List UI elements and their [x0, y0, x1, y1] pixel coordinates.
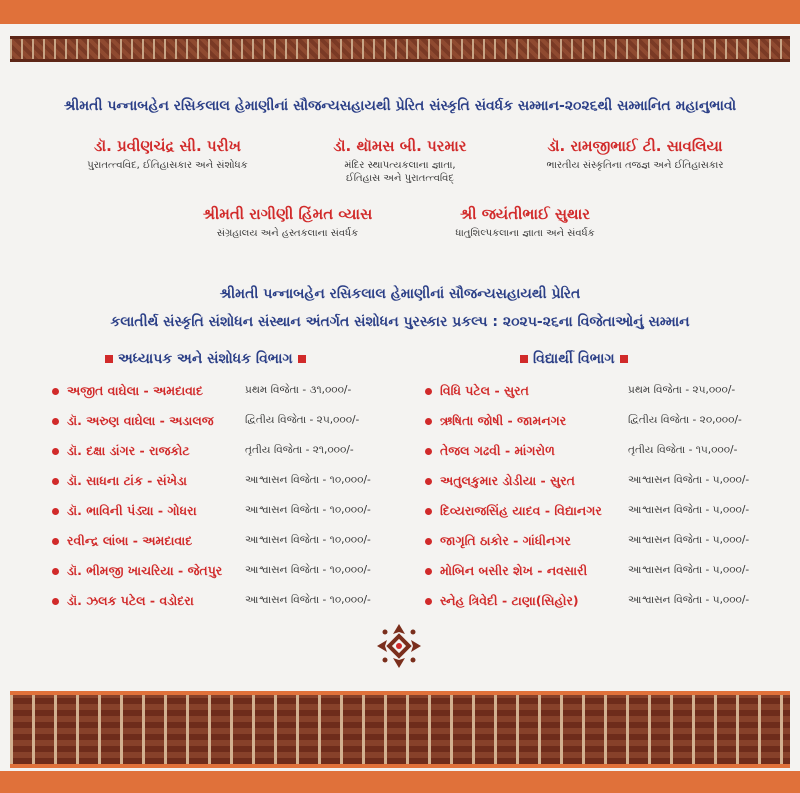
- honoree-name: ડૉ. રામજીભાઈ ટી. સાવલિયા: [547, 137, 723, 155]
- winner-name: સ્નેહ ત્રિવેદી - ટાણા(સિહોર): [440, 593, 579, 608]
- winner-name: ડૉ. દક્ષા ડાંગર - રાજકોટ: [67, 443, 190, 458]
- red-dot-icon: [52, 538, 59, 545]
- prize-label: પ્રથમ વિજેતા - ૨૫,૦૦૦/-: [628, 384, 736, 396]
- list-item: [425, 500, 602, 522]
- winner-name: ડૉ. ભાવિની પંડ્યા - ગોધરા: [67, 503, 197, 518]
- list-item: [52, 470, 187, 492]
- list-item: [52, 380, 203, 402]
- honorees-title: શ્રીમતી પન્નાબહેન રસિકલાલ હેમાણીનાં સૌજન્યસહાયથી પ્રેરિત સંસ્કૃતિ સંવર્ધક સમ્માન-૨૦૨૬થી સમ્માનિત મહાનુભાવો: [63, 98, 737, 114]
- honoree-desc: ભારતીય સંસ્કૃતિના તજજ્ઞ અને ઈતિહાસકાર: [546, 160, 724, 171]
- top-orange-band: [0, 0, 800, 24]
- honoree-desc-line2: ઈતિહાસ અને પુરાતત્ત્વવિદ્: [345, 173, 455, 184]
- red-dot-icon: [52, 568, 59, 575]
- prize-label: તૃતીય વિજેતા - ૨૧,૦૦૦/-: [245, 444, 354, 456]
- prize-label: આશ્વાસન વિજેતા - ૧૦,૦૦૦/-: [245, 564, 371, 576]
- red-square-icon: [105, 355, 113, 363]
- winner-name: મોબિન બસીર શેખ - નવસારી: [440, 563, 588, 578]
- award-title-line1: શ્રીમતી પન્નાબહેન રસિકલાલ હેમાણીનાં સૌજન્યસહાયથી પ્રેરિત: [219, 286, 581, 302]
- winner-name: રવીન્દ્ર લાંબા - અમદાવાદ: [67, 533, 193, 548]
- red-dot-icon: [52, 448, 59, 455]
- red-dot-icon: [52, 508, 59, 515]
- prize-label: આશ્વાસન વિજેતા - ૧૦,૦૦૦/-: [245, 474, 371, 486]
- winner-name: અજીત વાઘેલા - અમદાવાદ: [67, 383, 203, 398]
- winner-name: ડૉ. સાધના ટાંક - સંખેડા: [67, 473, 187, 488]
- red-square-icon: [620, 355, 628, 363]
- list-item: [52, 530, 192, 552]
- prize-label: દ્વિતીય વિજેતા - ૨૫,૦૦૦/-: [245, 414, 360, 426]
- section-heading-label: વિદ્યાર્થી વિભાગ: [533, 351, 615, 367]
- list-item: [425, 530, 571, 552]
- winner-name: ડૉ. અરુણ વાઘેલા - અડાલજ: [67, 413, 214, 428]
- winner-name: જાગૃતિ ઠાકોર - ગાંધીનગર: [440, 533, 571, 548]
- award-title-line2: કલાતીર્થ સંસ્કૃતિ સંશોધન સંસ્થાન અંતર્ગત સંશોધન પુરસ્કાર પ્રકલ્પ : ૨૦૨૫-૨૬ના વિજેતાઓનું સમ્માન: [110, 314, 690, 330]
- red-square-icon: [298, 355, 306, 363]
- floral-motif-icon: [375, 622, 423, 670]
- honoree-2: [295, 137, 505, 185]
- list-item: [52, 500, 197, 522]
- prize-label: આશ્વાસન વિજેતા - ૧૦,૦૦૦/-: [245, 534, 371, 546]
- winner-name: ઋષિતા જોષી - જામનગર: [440, 413, 567, 428]
- section-heading-label: અધ્યાપક અને સંશોધક વિભાગ: [118, 351, 293, 367]
- prize-label: આશ્વાસન વિજેતા - ૫,૦૦૦/-: [628, 474, 750, 486]
- honoree-1: [45, 137, 290, 172]
- honoree-desc: ધાતુશિલ્પકલાના જ્ઞાતા અને સંવર્ધક: [455, 228, 595, 239]
- honoree-name: ડૉ. પ્રવીણચંદ્ર સી. પરીખ: [93, 137, 242, 155]
- prize-label: પ્રથમ વિજેતા - ૩૧,૦૦૦/-: [245, 384, 352, 396]
- red-dot-icon: [52, 478, 59, 485]
- list-item: [425, 440, 555, 462]
- bottom-orange-band: [0, 771, 800, 793]
- list-item: [425, 560, 587, 582]
- list-item: [52, 440, 190, 462]
- prize-label: આશ્વાસન વિજેતા - ૫,૦૦૦/-: [628, 504, 750, 516]
- honoree-desc: પુરાતત્ત્વવિદ, ઈતિહાસકાર અને સંશોધક: [87, 160, 248, 171]
- list-item: [425, 590, 579, 612]
- red-dot-icon: [425, 448, 432, 455]
- winner-name: દિવ્યરાજસિંહ યાદવ - વિદ્યાનગર: [440, 503, 602, 518]
- honoree-5: [410, 205, 640, 240]
- winner-name: અતુલકુમાર ડોડીયા - સુરત: [440, 473, 575, 488]
- prize-label: આશ્વાસન વિજેતા - ૧૦,૦૦૦/-: [245, 504, 371, 516]
- red-dot-icon: [425, 538, 432, 545]
- prize-label: દ્વિતીય વિજેતા - ૨૦,૦૦૦/-: [628, 414, 742, 426]
- prize-label: આશ્વાસન વિજેતા - ૧૦,૦૦૦/-: [245, 594, 371, 606]
- honoree-desc: મંદિર સ્થાપત્યકલાના જ્ઞાતા,: [344, 160, 456, 171]
- prize-label: આશ્વાસન વિજેતા - ૫,૦૦૦/-: [628, 534, 750, 546]
- red-dot-icon: [425, 418, 432, 425]
- red-dot-icon: [425, 508, 432, 515]
- winner-name: તેજલ ગઢવી - માંગરોળ: [440, 443, 555, 458]
- list-item: [425, 410, 566, 432]
- section-heading-faculty: [105, 351, 306, 367]
- list-item: [52, 590, 194, 612]
- list-item: [52, 560, 222, 582]
- honoree-3: [505, 137, 765, 172]
- winner-name: ડૉ. ભીમજી ખાચરિયા - જેતપુર: [67, 563, 223, 578]
- red-dot-icon: [425, 478, 432, 485]
- red-dot-icon: [52, 418, 59, 425]
- red-dot-icon: [425, 568, 432, 575]
- red-dot-icon: [425, 598, 432, 605]
- top-decorative-border: [10, 36, 790, 62]
- winner-name: વિધિ પટેલ - સુરત: [440, 383, 529, 398]
- red-dot-icon: [52, 388, 59, 395]
- list-item: [425, 470, 575, 492]
- list-item: [425, 380, 529, 402]
- red-square-icon: [520, 355, 528, 363]
- honoree-name: શ્રી જયંતીભાઈ સુથાર: [459, 205, 590, 223]
- red-dot-icon: [52, 598, 59, 605]
- honoree-desc: સંગ્રહાલય અને હસ્તકલાના સંવર્ધક: [216, 228, 359, 239]
- red-dot-icon: [425, 388, 432, 395]
- honoree-name: ડૉ. થૉમસ બી. પરમાર: [333, 137, 467, 155]
- prize-label: આશ્વાસન વિજેતા - ૫,૦૦૦/-: [628, 564, 750, 576]
- section-heading-student: [520, 351, 628, 367]
- prize-label: આશ્વાસન વિજેતા - ૫,૦૦૦/-: [628, 594, 750, 606]
- list-item: [52, 410, 214, 432]
- prize-label: તૃતીય વિજેતા - ૧૫,૦૦૦/-: [628, 444, 738, 456]
- honoree-4: [160, 205, 415, 240]
- honoree-name: શ્રીમતી રાગીણી હિંમત વ્યાસ: [202, 205, 373, 223]
- bottom-decorative-border: [10, 691, 790, 768]
- winner-name: ડૉ. ઝલક પટેલ - વડોદરા: [67, 593, 194, 608]
